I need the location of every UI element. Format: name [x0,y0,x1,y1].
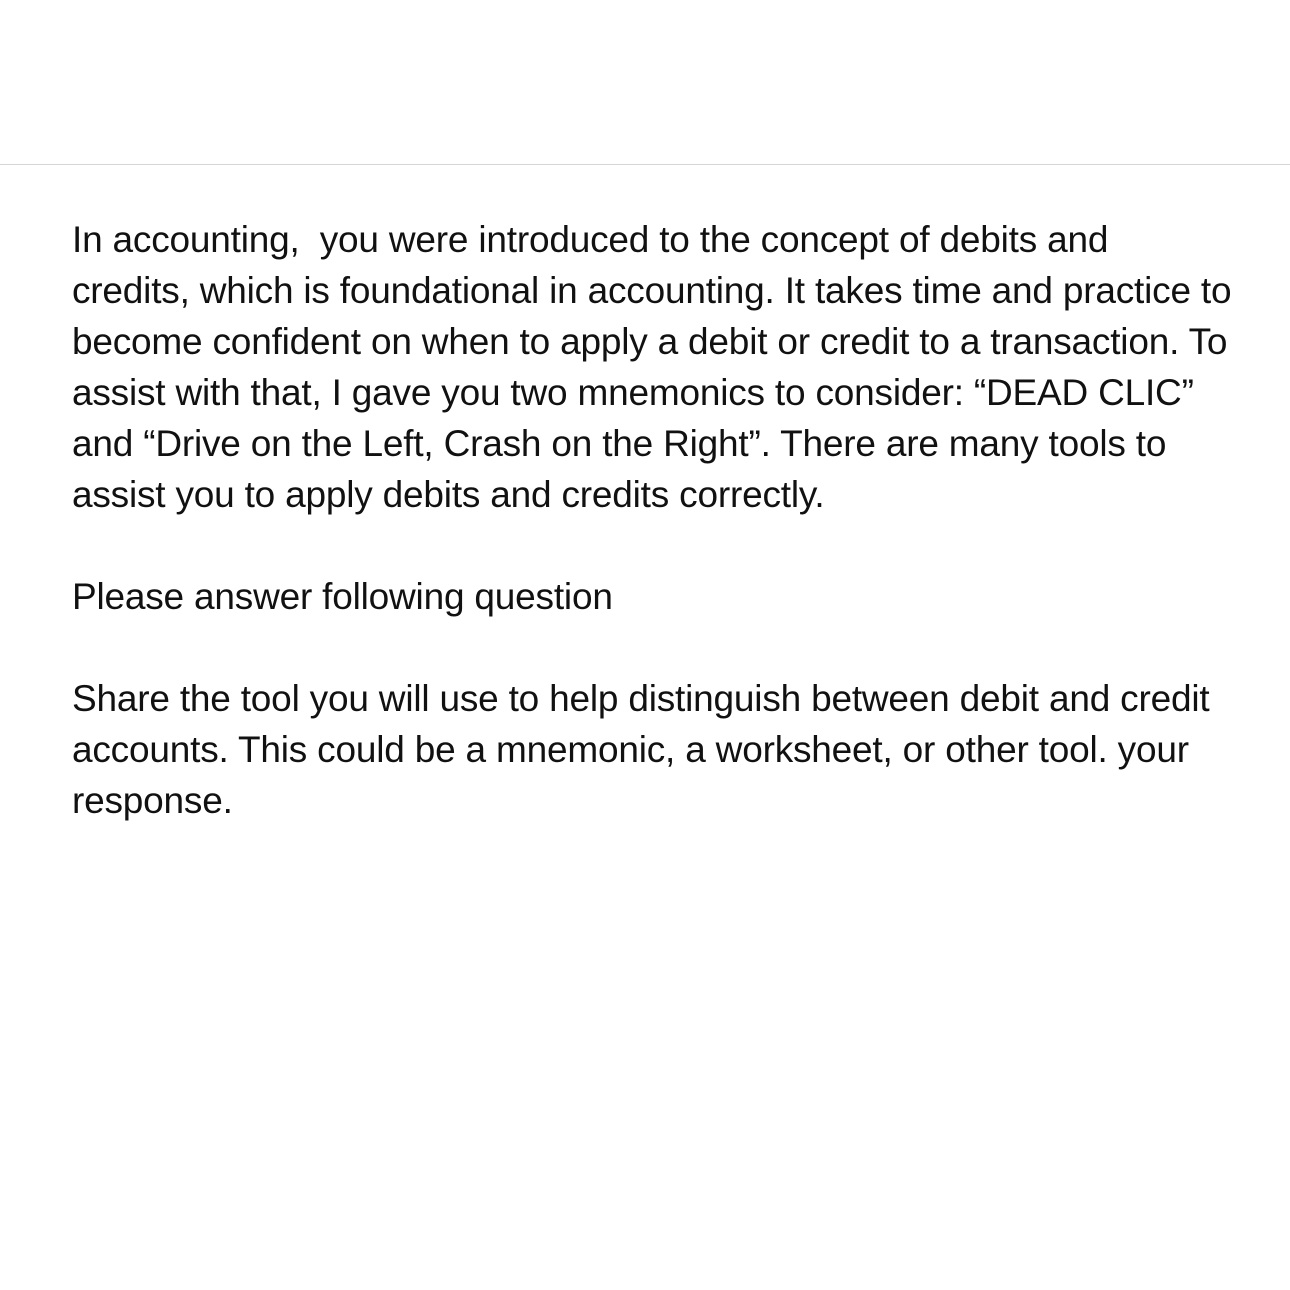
paragraph-spacer [72,520,1232,571]
paragraph-spacer [72,622,1232,673]
header-divider [0,164,1290,165]
document-body [72,214,1242,826]
header-area [0,0,1290,164]
question-paragraph: Share the tool you will use to help distinguish between debit and credit accounts. This could be a mnemonic, a worksheet, or other tool. your response. [72,678,1220,821]
instruction-paragraph: Please answer following question [72,576,613,617]
intro-paragraph: In accounting, you were introduced to the concept of debits and credits, which is foundational in accounting. It takes time and practice to become confident on when to apply a debit or credit to a transaction. To assist with that, I gave you two mnemonics to consider: “DEAD CLIC” and “Drive on the Left, Crash on the Right”. There are many tools to assist you to apply debits and credits correctly. [72,219,1242,515]
